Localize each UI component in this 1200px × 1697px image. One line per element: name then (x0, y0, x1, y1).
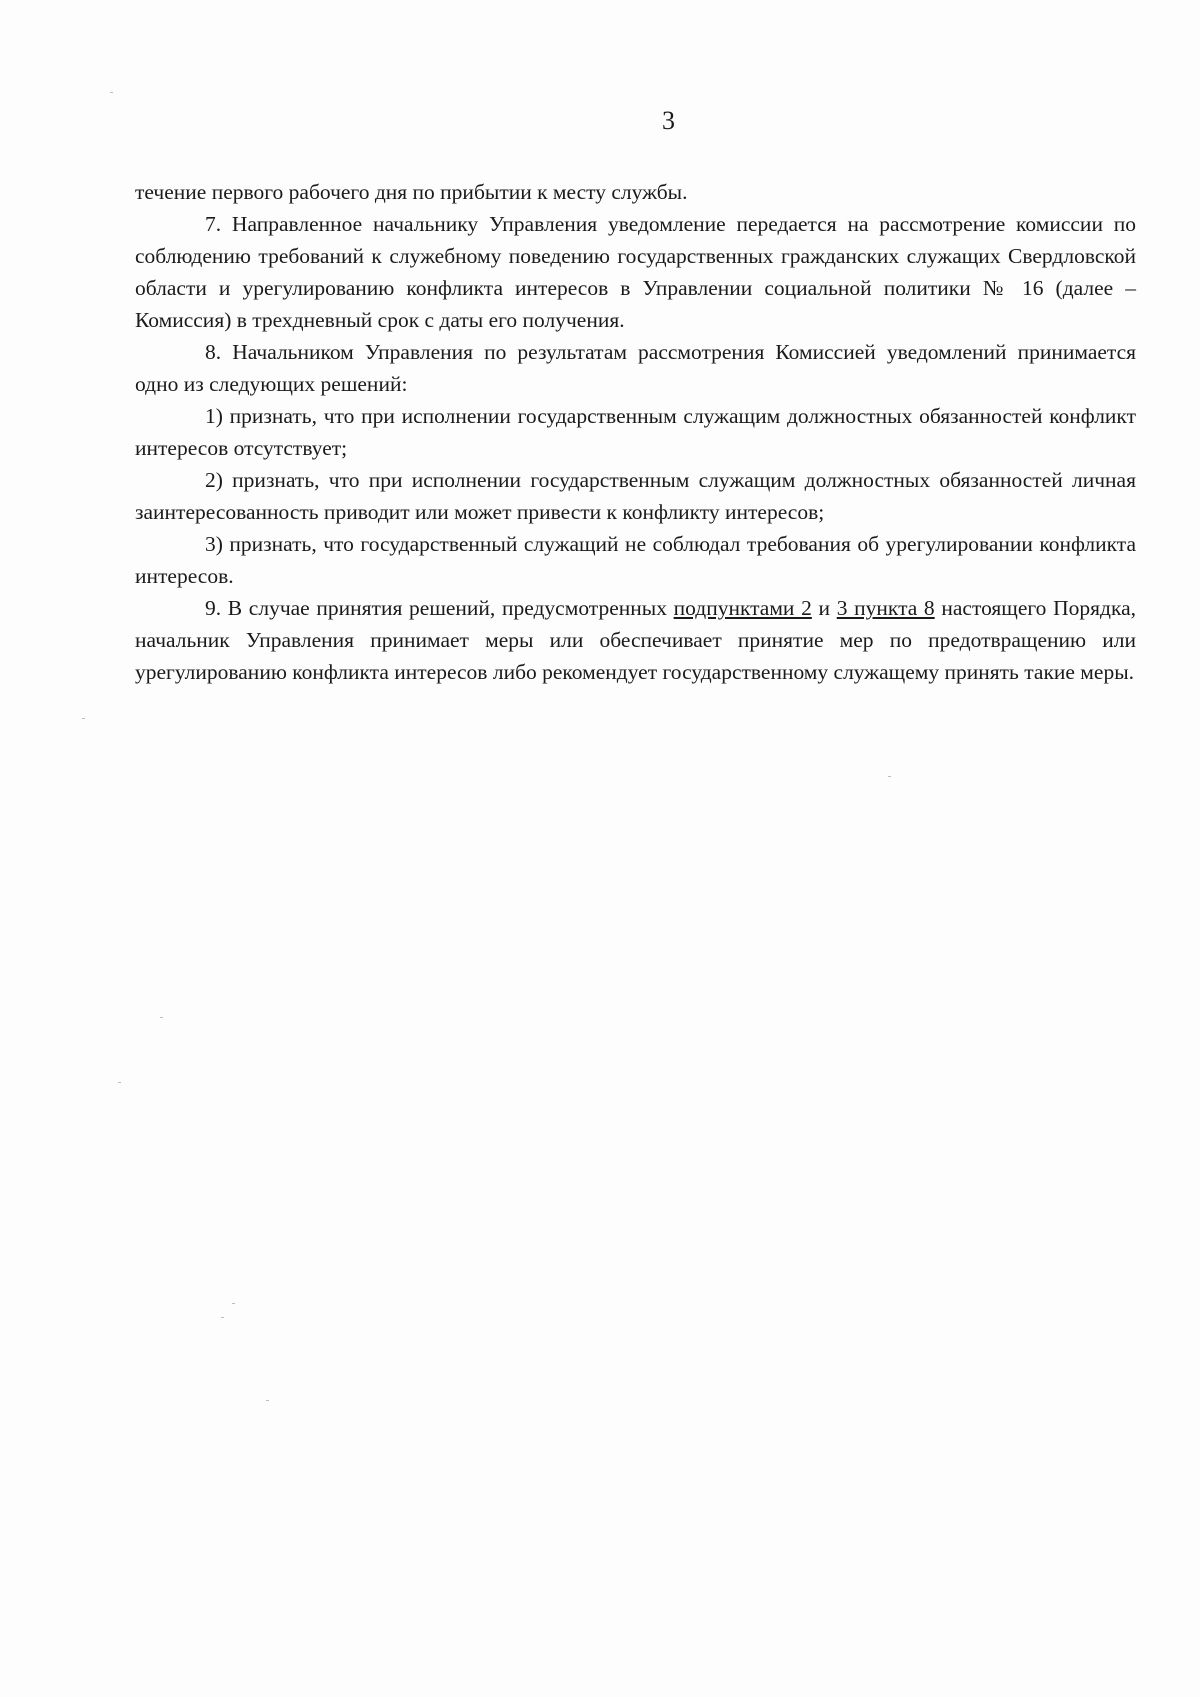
scan-speck (110, 92, 113, 93)
page-number: 3 (662, 106, 675, 135)
paragraph-9-mid: и (811, 596, 837, 620)
scan-speck (118, 1082, 121, 1083)
paragraph-8-item-1: 1) признать, что при исполнении государственным служащим должностных обязанностей конфликт интересов отсутствует; (135, 404, 1136, 460)
paragraph-9-end: настоящего Порядка, начальник Управления принимает меры или обеспечивает принятие мер по предотвращению или урегулированию конфликта интересов либо рекомендует государственному служащему принять такие меры. (135, 596, 1136, 684)
document-body (135, 176, 1136, 688)
paragraph-continuation: течение первого рабочего дня по прибытии к месту службы. (135, 180, 688, 204)
scan-speck (82, 718, 85, 719)
subitems-link[interactable]: подпунктами 2 (673, 596, 812, 620)
scan-speck (160, 1017, 163, 1018)
paragraph-8-item-3: 3) признать, что государственный служащий не соблюдал требования об урегулировании конфликта интересов. (135, 532, 1136, 588)
scan-speck (888, 776, 891, 777)
scan-speck (221, 1317, 224, 1318)
scan-speck (232, 1303, 235, 1304)
paragraph-8: 8. Начальником Управления по результатам рассмотрения Комиссией уведомлений принимается одно из следующих решений: (135, 340, 1136, 396)
paragraph-8-item-2: 2) признать, что при исполнении государственным служащим должностных обязанностей личная заинтересованность приводит или может привести к конфликту интересов; (135, 468, 1136, 524)
item-8-link[interactable]: 3 пункта 8 (836, 596, 935, 620)
paragraph-7: 7. Направленное начальнику Управления уведомление передается на рассмотрение комиссии по соблюдению требований к служебному поведению государственных гражданских служащих Свердловской области и урегулированию конфликта интересов в Управлении социальной политики № 16 (далее – Комиссия) в трехдневный срок с даты его получения. (135, 212, 1136, 332)
paragraph-9 (135, 592, 1136, 688)
scan-speck (266, 1400, 269, 1401)
paragraph-9-start: 9. В случае принятия решений, предусмотренных (205, 596, 674, 620)
